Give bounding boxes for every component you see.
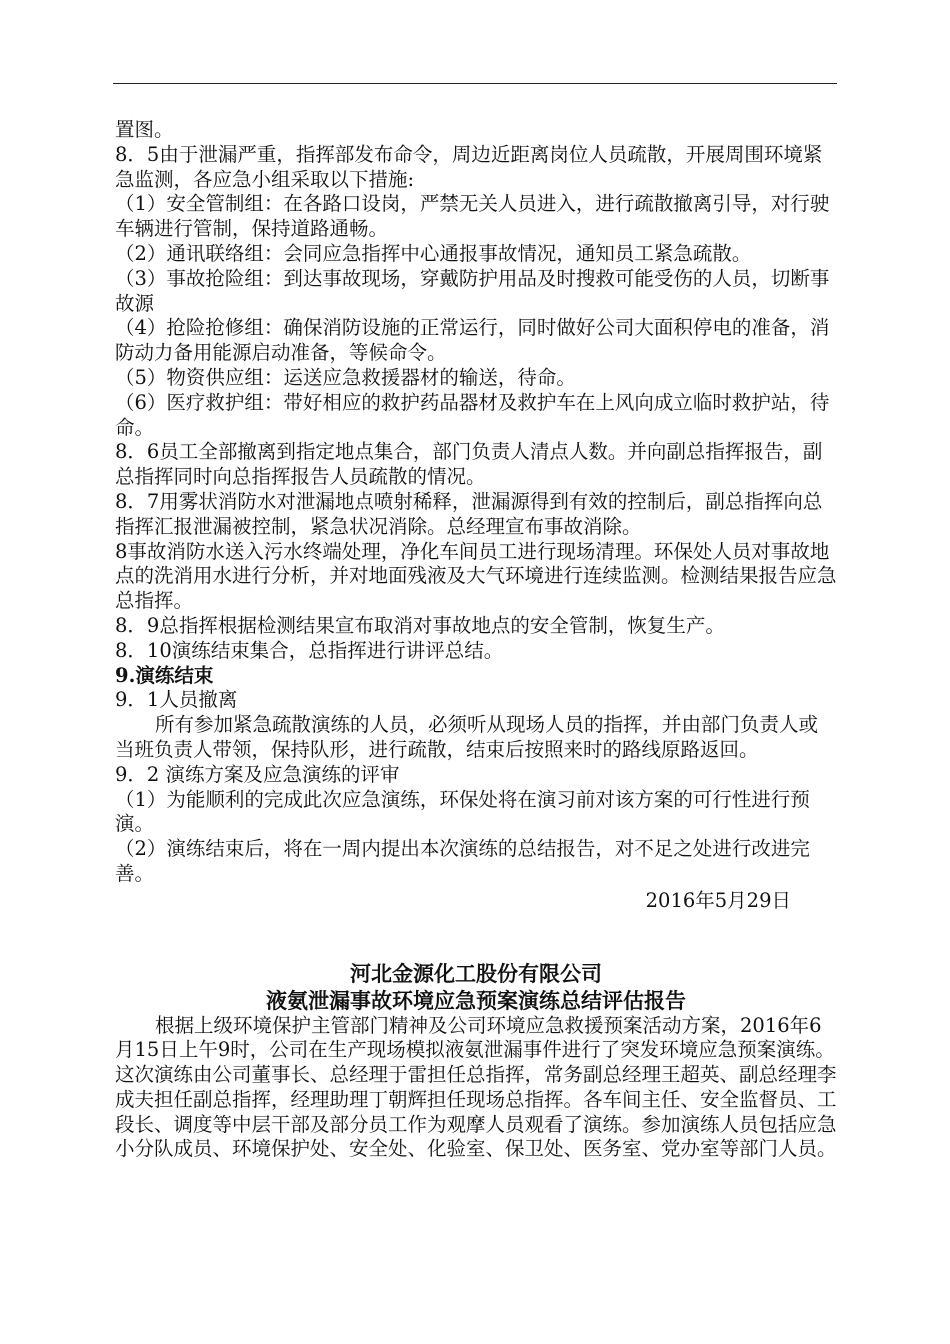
paragraph: （1）为能顺利的完成此次应急演练，环保处将在演习前对该方案的可行性进行预演。 — [115, 787, 810, 836]
paragraph: （3）事故抢险组：到达事故现场，穿戴防护用品及时搜救可能受伤的人员，切断事故源 — [115, 266, 830, 315]
paragraph: 置图。 — [115, 118, 174, 141]
report-paragraph: 根据上级环境保护主管部门精神及公司环境应急救援预案活动方案，2016年6月15日上午9时，公司在生产现场模拟液氨泄漏事件进行了突发环境应急预案演练。这次演练由公司董事长、总经理于雷担任总指挥，常务副总经理王超英、副总经理李成夫担任副总指挥，经理助理丁朝辉担任现场总指挥。各车间主任、安全监督员、工段长、调度等中层干部及部分员工作为观摩人员观看了演练。参加演练人员包括应急小分队成员、环境保护处、安全处、化验室、保卫处、医务室、党办室等部门人员。 — [115, 1013, 837, 1161]
paragraph: 所有参加紧急疏散演练的人员，必须听从现场人员的指挥，并由部门负责人或当班负责人带领，保持队形，进行疏散，结束后按照来时的路线原路返回。 — [115, 713, 819, 761]
paragraph: 8．10演练结束集合，总指挥进行讲评总结。 — [115, 638, 504, 662]
paragraph: （5）物资供应组：运送应急救援器材的输送，待命。 — [115, 365, 576, 389]
section-spacer — [115, 914, 837, 960]
paragraph: 8．5由于泄漏严重，指挥部发布命令，周边近距离岗位人员疏散，开展周围环境紧急监测，各应急小组采取以下措施: — [115, 142, 823, 191]
paragraph: （2）演练结束后，将在一周内提出本次演练的总结报告，对不足之处进行改进完善。 — [115, 837, 810, 885]
paragraph: （1）安全管制组：在各路口设岗，严禁无关人员进入，进行疏散撤离引导，对行驶车辆进行管制，保持道路通畅。 — [115, 192, 830, 241]
paragraph: （4）抢险抢修组：确保消防设施的正常运行，同时做好公司大面积停电的准备，消防动力备用能源启动准备，等候命令。 — [115, 316, 830, 365]
section-heading: 9.演练结束 — [115, 663, 214, 687]
report-title: 液氨泄漏事故环境应急预案演练总结评估报告 — [266, 987, 686, 1013]
paragraph: 9．2 演练方案及应急演练的评审 — [115, 762, 400, 786]
header-rule — [113, 83, 837, 84]
paragraph: 8．9总指挥根据检测结果宣布取消对事故地点的安全管制，恢复生产。 — [115, 613, 725, 637]
paragraph: （6）医疗救护组：带好相应的救护药品器材及救护车在上风向成立临时救护站，待命。 — [115, 390, 830, 439]
paragraph: 8．6员工全部撤离到指定地点集合，部门负责人清点人数。并向副总指挥报告，副总指挥同时向总指挥报告人员疏散的情况。 — [115, 440, 823, 489]
company-name: 河北金源化工股份有限公司 — [350, 960, 602, 986]
paragraph: 9．1人员撤离 — [115, 688, 238, 712]
paragraph: 8．7用雾状消防水对泄漏地点喷射稀释，泄漏源得到有效的控制后，副总指挥向总指挥汇报泄漏被控制，紧急状况消除。总经理宣布事故消除。 — [115, 489, 823, 538]
paragraph: （2）通讯联络组：会同应急指挥中心通报事故情况，通知员工紧急疏散。 — [115, 241, 752, 265]
document-body — [115, 118, 837, 1162]
document-date: 2016年5月29日 — [645, 888, 791, 912]
paragraph: 8事故消防水送入污水终端处理，净化车间员工进行现场清理。环保处人员对事故地点的洗消用水进行分析，并对地面残液及大气环境进行连续监测。检测结果报告应急总指挥。 — [115, 539, 837, 613]
